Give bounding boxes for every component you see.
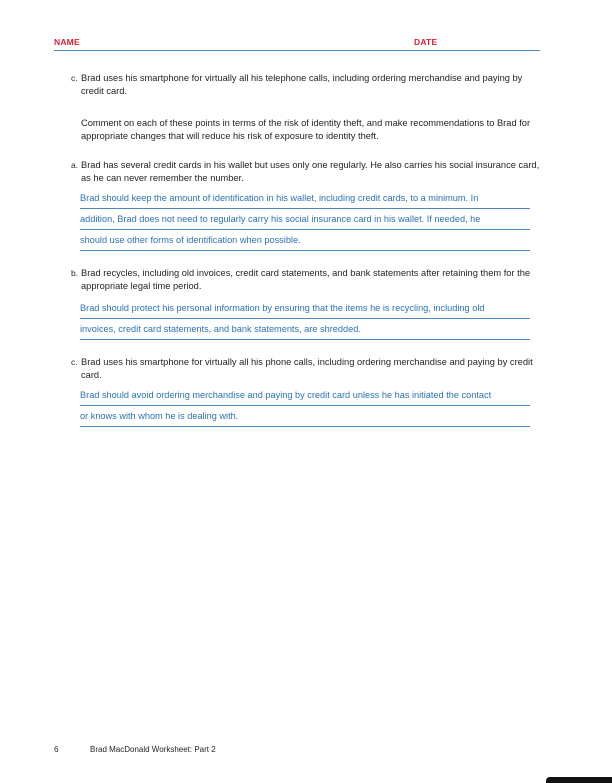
footer-title: Brad MacDonald Worksheet: Part 2 bbox=[90, 745, 216, 754]
answer-a-line-3: should use other forms of identification when possible. bbox=[80, 234, 530, 251]
question-c-marker: c. bbox=[71, 357, 78, 367]
intro-point bbox=[71, 72, 541, 98]
question-b-marker: b. bbox=[71, 268, 79, 278]
answer-a-line-1: Brad should keep the amount of identification in his wallet, including credit cards, to a minimum. In bbox=[80, 192, 530, 209]
answer-b-line-2: invoices, credit card statements, and bank statements, are shredded. bbox=[80, 323, 530, 340]
date-label: DATE bbox=[414, 37, 438, 47]
name-label: NAME bbox=[54, 37, 80, 47]
intro-text: Brad uses his smartphone for virtually all his telephone calls, including ordering merchandise and paying by credit card. bbox=[81, 73, 523, 96]
question-c bbox=[71, 356, 541, 382]
answer-b-line-1: Brad should protect his personal information by ensuring that the items he is recycling, including old bbox=[80, 302, 530, 319]
instruction-text: Comment on each of these points in terms of the risk of identity theft, and make recommendations to Brad for appropriate changes that will reduce his risk of exposure to identity theft. bbox=[81, 118, 531, 141]
header-rule bbox=[54, 50, 540, 51]
intro-marker: c. bbox=[71, 73, 78, 83]
question-a-marker: a. bbox=[71, 160, 79, 170]
corner-tab bbox=[546, 777, 612, 783]
question-c-text: Brad uses his smartphone for virtually all his phone calls, including ordering merchandise and paying by credit card. bbox=[81, 357, 533, 380]
answer-c-line-1: Brad should avoid ordering merchandise and paying by credit card unless he has initiated the contact bbox=[80, 389, 530, 406]
question-b bbox=[71, 267, 541, 293]
page-number: 6 bbox=[54, 745, 59, 754]
answer-a-line-2: addition, Brad does not need to regularly carry his social insurance card in his wallet. If needed, he bbox=[80, 213, 530, 230]
question-b-text: Brad recycles, including old invoices, credit card statements, and bank statements after retaining them for the appropriate legal time period. bbox=[81, 268, 531, 291]
question-a-text: Brad has several credit cards in his wallet but uses only one regularly. He also carries his social insurance card, as he can never remember the number. bbox=[81, 160, 540, 183]
question-a bbox=[71, 159, 541, 185]
answer-c-line-2: or knows with whom he is dealing with. bbox=[80, 410, 530, 427]
